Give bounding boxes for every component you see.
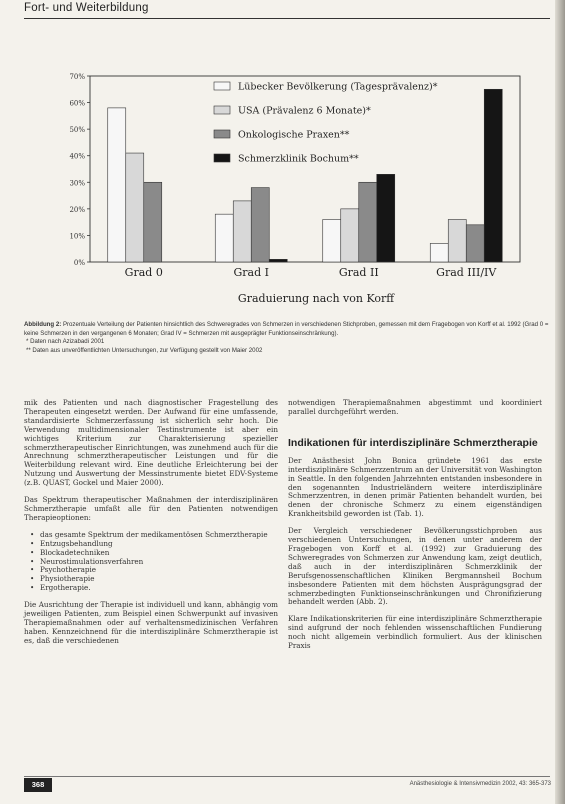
bar-chart-svg	[24, 58, 550, 316]
right-paragraph-3: Der Vergleich verschiedener Bevölkerungsstichproben aus verschiedenen Untersuchungen, in denen unter anderem der Fragebogen von Korff et al. (1992) zur Graduierung des Schweregrades von Schmerzen zur Anwendung kam, zeigt deutlich, daß auch in der interdisziplinären Schmerzklinik der Berufsgenossenschaftlichen Kliniken Bergmannsheil Bochum insbesondere Patienten mit dem höchsten Ausprägungsgrad der schmerzbedingten Funktionseinschränkungen und Chronifizierung behandelt werden (Abb. 2).	[288, 526, 542, 607]
caption-note-2: ** Daten aus unveröffentlichten Untersuchungen, zur Verfügung gestellt von Maier 2002	[26, 346, 263, 354]
y-tick-label: 20%	[69, 205, 85, 214]
y-tick-label: 40%	[69, 152, 85, 161]
therapy-options-list	[24, 531, 278, 593]
page-number: 368	[24, 778, 52, 792]
left-paragraph-2: Das Spektrum therapeutischer Maßnahmen der interdisziplinären Schmerztherapie umfaßt alle für den Patienten notwendigen Therapieoptionen:	[24, 495, 278, 522]
left-paragraph-3: Die Ausrichtung der Therapie ist individuell und kann, abhängig vom jeweiligen Patienten, zum Beispiel einen Schwerpunkt auf invasiven Therapiemaßnahmen oder auf verhaltensmedizinischen Verfahren haben. Kennzeichnend für die interdisziplinäre Schmerztherapie ist es, daß die verschiedenen	[24, 600, 278, 645]
y-tick-label: 60%	[69, 99, 85, 108]
bar-0-1	[126, 153, 144, 262]
caption-note-1: * Daten nach Azizabadi 2001	[26, 338, 105, 346]
list-item: • Entzugsbehandlung	[34, 540, 278, 549]
right-paragraph-4: Klare Indikationskriterien für eine interdisziplinäre Schmerztherapie sind aufgrund der noch fehlenden wissenschaftlichen Fundierung noch nicht allgemein verbindlich formuliert. Aus der klinischen Praxis	[288, 614, 542, 651]
y-tick-label: 30%	[69, 179, 85, 188]
bar-2-3	[377, 174, 395, 262]
right-paragraph-2: Der Anästhesist John Bonica gründete 1961 das erste interdisziplinäre Schmerzzentrum an der Universität von Washington in Seattle. In den folgenden Jahrzehnten entstanden insbesondere in den sogenannten Industrieländern weitere interdisziplinäre Schmerzzentren, in denen primär Patienten behandelt wurden, bei denen der chronische Schmerz zu einem eigenständigen Krankheitsbild geworden ist (Tab. 1).	[288, 455, 542, 519]
legend-swatch	[214, 106, 230, 114]
left-column	[24, 399, 278, 654]
y-tick-label: 50%	[69, 126, 85, 135]
bar-2-1	[341, 209, 359, 262]
list-item: • Neurostimulationsverfahren	[34, 558, 278, 567]
bar-3-3	[484, 89, 502, 262]
x-axis-title: Graduierung nach von Korff	[237, 292, 395, 305]
bar-1-1	[233, 201, 251, 262]
journal-citation: Anästhesiologie & Intensivmedizin 2002, 43: 365-373	[409, 781, 551, 787]
x-category-label: Grad II	[338, 266, 379, 279]
bar-0-2	[144, 182, 162, 262]
x-category-label: Grad 0	[124, 266, 163, 279]
list-item: • Psychotherapie	[34, 566, 278, 575]
bar-1-2	[251, 188, 269, 262]
legend-swatch	[214, 82, 230, 90]
right-paragraph-1: notwendigen Therapiemaßnahmen abgestimmt und koordiniert parallel durchgeführt werden.	[288, 398, 542, 416]
book-spine-shadow	[555, 0, 565, 804]
list-item: • Physiotherapie	[34, 575, 278, 584]
legend-swatch	[214, 130, 230, 138]
legend-label: Onkologische Praxen**	[238, 129, 350, 141]
x-category-label: Grad III/IV	[436, 266, 497, 279]
bar-2-2	[359, 182, 377, 262]
legend-swatch	[214, 154, 230, 162]
header-rule	[24, 18, 550, 19]
bar-0-0	[108, 108, 126, 262]
bar-3-2	[466, 225, 484, 262]
y-tick-label: 10%	[69, 232, 85, 241]
bar-2-0	[323, 219, 341, 262]
running-header: Fort- und Weiterbildung	[24, 2, 149, 14]
right-column	[288, 399, 542, 659]
bar-1-0	[215, 214, 233, 262]
x-category-label: Grad I	[233, 266, 269, 279]
legend-label: Schmerzklinik Bochum**	[238, 153, 359, 165]
y-tick-label: 70%	[69, 73, 85, 81]
caption-text: Prozentuale Verteilung der Patienten hinsichtlich des Schweregrades von Schmerzen in verschiedenen Stichproben, gemessen mit dem Fragebogen von Korff et al. 1992 (Grad 0 = keine Schmerzen in den vergangenen 6 Monaten; Grad IV = Schmerzen mit ausgeprägter Funktionseinschränkung).	[24, 321, 549, 337]
caption-label: Abbildung 2	[24, 321, 60, 328]
bar-3-1	[448, 219, 466, 262]
list-item: • Ergotherapie.	[34, 584, 278, 593]
section-heading: Indikationen für interdisziplinäre Schmerztherapie	[288, 436, 538, 449]
bar-3-0	[430, 243, 448, 262]
list-item: • Blockadetechniken	[34, 549, 278, 558]
bar-chart	[24, 58, 550, 316]
legend-label: USA (Prävalenz 6 Monate)*	[238, 105, 371, 117]
list-item: • das gesamte Spektrum der medikamentösen Schmerztherapie	[34, 531, 278, 540]
footer-rule	[24, 776, 550, 777]
bar-1-3	[269, 259, 287, 262]
y-tick-label: 0%	[73, 259, 85, 267]
left-paragraph-1: mik des Patienten und nach diagnostischer Fragestellung des Therapeuten eingesetzt werden. Der Aufwand für eine umfassende, standardisierte Schmerzerfassung ist sicherlich sehr hoch. Die Verwendung multidimensionaler Testinstrumente ist aber ein wichtiges Kriterium zur Charakterisierung spezieller schmerztherapeutischer Einrichtungen, was zunehmend auch für die Anrechnung schmerztherapeutischer Leistungen und für die Weiterbildung relevant wird. Eine deutliche Erleichterung bei der Nutzung und Auswertung der Messinstrumente bietet EDV-Systeme (z.B. QUAST, Gockel und Maier 2000).	[24, 398, 278, 488]
figure-caption: Abbildung 2: Prozentuale Verteilung der Patienten hinsichtlich des Schweregrades von Schmerzen in verschiedenen Stichproben, gemessen mit dem Fragebogen von Korff et al. 1992 (Grad 0 = keine Schmerzen in den vergangenen 6 Monaten; Grad IV = Schmerzen mit ausgeprägter Funktionseinschränkung). * Daten nach Azizabadi 2001 ** Daten aus unveröffentlichten Untersuchungen, zur Verfügung gestellt von Maier 2002	[24, 321, 552, 355]
legend-label: Lübecker Bevölkerung (Tagesprävalenz)*	[238, 81, 438, 93]
